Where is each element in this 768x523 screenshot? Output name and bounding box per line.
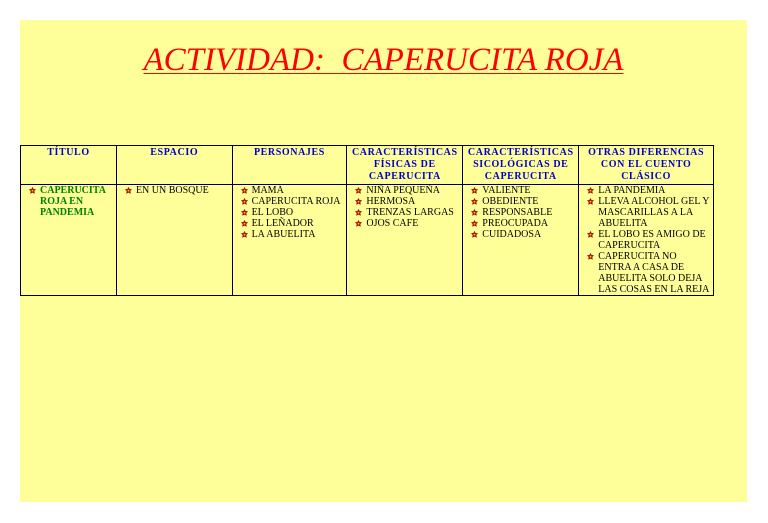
list-item-text: RESPONSABLE: [482, 207, 553, 218]
list-item-text: CAPERUCITA ROJA: [251, 196, 341, 207]
activity-table: [20, 145, 714, 296]
star-flower-bullet-icon: [241, 187, 248, 194]
list-item: [349, 218, 460, 229]
list-item-text: NIÑA PEQUEÑA: [366, 185, 440, 196]
list-item: [349, 207, 460, 218]
list-item: [465, 185, 576, 196]
list-item: [465, 229, 576, 240]
list-item: [235, 207, 345, 218]
list-item-text: CAPERUCITA ROJA EN PANDEMIA: [40, 185, 106, 218]
list-item-text: PREOCUPADA: [482, 218, 549, 229]
list-item: [235, 196, 345, 207]
list-item-text: EN UN BOSQUE: [135, 185, 209, 196]
star-flower-bullet-icon: [587, 231, 594, 238]
star-flower-bullet-icon: [29, 187, 36, 194]
list-item-text: TRENZAS LARGAS: [366, 207, 454, 218]
star-flower-bullet-icon: [471, 198, 478, 205]
header-espacio: ESPACIO: [116, 146, 232, 185]
star-flower-bullet-icon: [471, 187, 478, 194]
list-item: [581, 196, 711, 229]
list-item-text: EL LEÑADOR: [251, 218, 314, 229]
star-flower-bullet-icon: [471, 231, 478, 238]
list-item-text: CUIDADOSA: [482, 229, 542, 240]
list-item: [119, 185, 230, 196]
slide: [20, 20, 747, 502]
cell-caracteristicas-fisicas: [347, 185, 463, 296]
list-item: [581, 251, 711, 295]
list-item-text: HERMOSA: [366, 196, 416, 207]
list-item: [349, 196, 460, 207]
star-flower-bullet-icon: [241, 209, 248, 216]
list-item-text: CAPERUCITA NO ENTRA A CASA DE ABUELITA SOLO DEJA LAS COSAS EN LA REJA: [598, 251, 710, 295]
list-item: [581, 185, 711, 196]
header-row: [21, 146, 714, 185]
list-item: [235, 229, 345, 240]
star-flower-bullet-icon: [355, 220, 362, 227]
header-titulo: TÍTULO: [21, 146, 117, 185]
list-item-text: LA PANDEMIA: [598, 185, 666, 196]
list-item-text: EL LOBO ES AMIGO DE CAPERUCITA: [598, 229, 706, 251]
header-personajes: PERSONAJES: [232, 146, 347, 185]
star-flower-bullet-icon: [125, 187, 132, 194]
cell-espacio: [116, 185, 232, 296]
header-otras-diferencias: OTRAS DIFERENCIAS CON EL CUENTO CLÁSICO: [579, 146, 714, 185]
list-item-text: MAMÁ: [251, 185, 284, 196]
list-item: [465, 218, 576, 229]
star-flower-bullet-icon: [471, 220, 478, 227]
list-item-text: OBEDIENTE: [482, 196, 539, 207]
star-flower-bullet-icon: [587, 187, 594, 194]
star-flower-bullet-icon: [241, 220, 248, 227]
list-item: [581, 229, 711, 251]
cell-personajes: [232, 185, 347, 296]
header-caracteristicas-sicologicas: CARACTERÍSTICAS SICOLÓGICAS DE CAPERUCITA: [463, 146, 579, 185]
list-item: [465, 196, 576, 207]
cell-otras-diferencias: [579, 185, 714, 296]
list-item-text: VALIENTE: [482, 185, 531, 196]
star-flower-bullet-icon: [355, 198, 362, 205]
list-item: [235, 218, 345, 229]
star-flower-bullet-icon: [241, 198, 248, 205]
cell-caracteristicas-sicologicas: [463, 185, 579, 296]
page-title: ACTIVIDAD: CAPERUCITA ROJA: [143, 42, 624, 78]
list-item: [349, 185, 460, 196]
star-flower-bullet-icon: [587, 198, 594, 205]
star-flower-bullet-icon: [587, 253, 594, 260]
list-item-text: LLEVA ALCOHOL GEL Y MASCARILLAS A LA ABUELITA: [598, 196, 710, 229]
list-item-text: EL LOBO: [251, 207, 294, 218]
star-flower-bullet-icon: [355, 209, 362, 216]
star-flower-bullet-icon: [471, 209, 478, 216]
star-flower-bullet-icon: [355, 187, 362, 194]
star-flower-bullet-icon: [241, 231, 248, 238]
list-item: [235, 185, 345, 196]
list-item-text: LA ABUELITA: [251, 229, 316, 240]
header-caracteristicas-fisicas: CARACTERÍSTICAS FÍSICAS DE CAPERUCITA: [347, 146, 463, 185]
cell-titulo: [21, 185, 117, 296]
table-row: [21, 185, 714, 296]
list-item-text: OJOS CAFE: [366, 218, 419, 229]
list-item: [465, 207, 576, 218]
list-item: [23, 185, 114, 218]
